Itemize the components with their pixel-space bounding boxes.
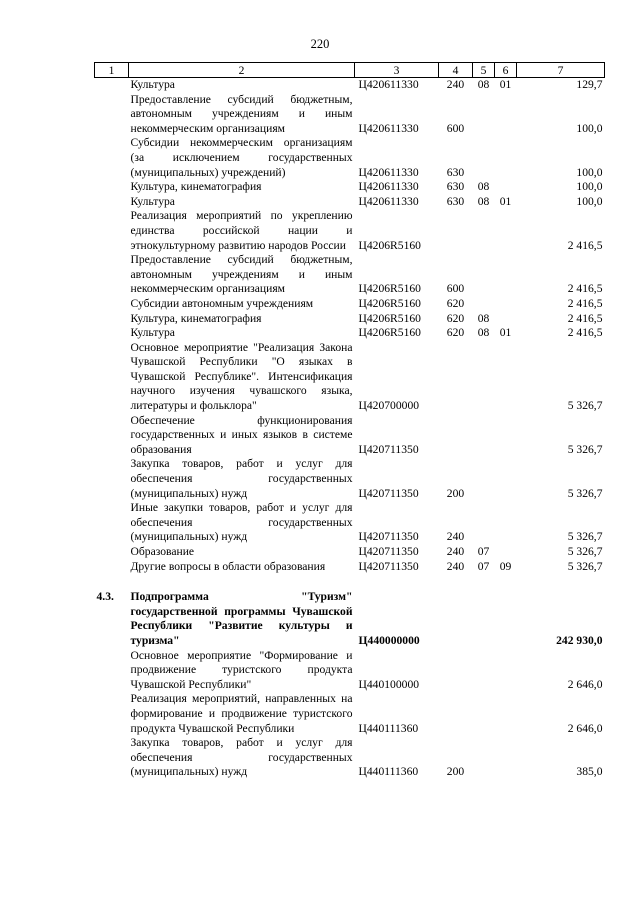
row-code: Ц420711350 [358,559,419,573]
row-expense-type: 240 [446,559,465,573]
row-subsection [495,414,517,458]
row-amount: 100,0 [576,180,603,194]
row-subsection [495,297,517,312]
row-name: Субсидии автономным учреждениям [130,296,314,310]
row-subsection [495,253,517,297]
row-expense-type: 620 [446,311,465,325]
row-number [95,195,129,210]
row-section: 08 [477,78,490,91]
row-name: Иные закупки товаров, работ и услуг для обеспечения государственных (муниципальных) нужд [130,501,353,544]
row-name: Другие вопросы в области образования [130,559,326,573]
row-expense-type: 630 [446,194,465,208]
row-section: 08 [477,326,490,340]
row-section: 08 [477,311,490,325]
row-number [95,312,129,327]
row-expense-type: 200 [446,765,465,779]
row-name: Реализация мероприятий, направленных на формирование и продвижение туристского продукта Чувашской Республики [130,692,353,735]
row-name: Образование [130,545,195,558]
table-row [95,649,605,693]
row-number: 4.3. [96,590,114,604]
row-subsection [495,590,517,648]
row-number [95,297,129,312]
row-code: Ц440111360 [358,765,419,779]
row-section: 07 [477,559,490,573]
column-header: 5 [473,63,495,78]
row-amount: 2 416,5 [567,238,603,252]
page-number: 220 [310,37,330,51]
row-name: Культура, кинематография [130,311,262,325]
row-subsection [495,209,517,253]
row-number [95,501,129,545]
row-amount: 5 326,7 [567,486,603,500]
row-subsection [495,649,517,693]
row-expense-type [439,590,473,648]
row-number [95,414,129,458]
table-row [95,457,605,501]
row-expense-type: 600 [446,121,465,135]
row-subsection: 09 [499,559,512,573]
row-number [95,93,129,137]
row-name: Предоставление субсидий бюджетным, автономным учреждениям и иным некоммерческим организациям [130,253,353,296]
row-expense-type: 240 [446,545,465,558]
row-name: Предоставление субсидий бюджетным, автономным учреждениям и иным некоммерческим организациям [130,92,353,135]
table-row [95,560,605,575]
table-row [95,180,605,195]
table-row [95,692,605,736]
budget-table [94,62,605,780]
row-section: 07 [477,545,490,558]
row-code: Ц440111360 [358,721,419,735]
row-code: Ц420611330 [358,180,419,194]
row-section: 08 [477,194,490,208]
section-spacer [95,574,605,590]
row-name: Реализация мероприятий по укреплению единства российской нации и этнокультурному развитию народов России [130,209,353,252]
row-subsection [495,457,517,501]
table-row [95,297,605,312]
row-section [473,297,495,312]
row-amount: 2 416,5 [567,326,603,340]
row-section [473,590,495,648]
row-expense-type [439,414,473,458]
table-row [95,590,605,648]
row-code: Ц4206R5160 [358,296,421,310]
row-name: Обеспечение функционирования государственных и иных языков в системе образования [130,413,353,456]
row-number [95,736,129,780]
row-amount: 5 326,7 [567,559,603,573]
row-name: Культура [130,326,175,340]
row-subsection: 01 [499,194,512,208]
row-code: Ц440100000 [358,677,420,691]
row-amount: 5 326,7 [567,530,603,544]
row-section [473,457,495,501]
row-code: Ц420711350 [358,442,419,456]
row-section: 08 [477,180,490,194]
row-code: Ц420711350 [358,486,419,500]
row-amount: 5 326,7 [567,399,603,413]
row-section [473,93,495,137]
row-amount: 2 416,5 [567,311,603,325]
row-expense-type: 620 [446,326,465,340]
column-header: 1 [95,63,129,78]
column-header: 2 [129,63,355,78]
row-number [95,136,129,180]
row-name: Субсидии некоммерческим организациям (за исключением государственных (муниципальных) учреждений) [130,136,353,179]
row-subsection [495,312,517,327]
table-row [95,545,605,560]
row-number [95,457,129,501]
row-amount: 2 416,5 [567,296,603,310]
row-expense-type: 200 [446,486,465,500]
row-section [473,414,495,458]
row-subsection [495,180,517,195]
row-name: Подпрограмма "Туризм" государственной программы Чувашской Республики "Развитие культуры и туризма" [130,590,353,647]
table-row [95,341,605,414]
row-amount: 2 646,0 [567,721,603,735]
row-subsection [495,545,517,560]
row-number [95,78,129,93]
table-row [95,195,605,210]
row-subsection [495,93,517,137]
column-header: 7 [517,63,605,78]
column-header: 6 [495,63,517,78]
column-header: 4 [439,63,473,78]
row-code: Ц4206R5160 [358,238,421,252]
row-amount: 5 326,7 [567,442,603,456]
row-amount: 2 646,0 [567,677,603,691]
row-name: Основное мероприятие "Формирование и продвижение туристского продукта Чувашской Республики" [130,648,353,691]
row-subsection: 01 [499,78,512,91]
row-name: Основное мероприятие "Реализация Закона Чувашской Республики "О языках в Чувашской Республике". Интенсификация научного изучения чувашского языка, литературы и фольклора" [130,340,353,413]
row-expense-type [439,341,473,414]
column-header: 3 [355,63,439,78]
row-code: Ц420611330 [358,78,419,91]
table-row [95,326,605,341]
row-section [473,736,495,780]
table-row [95,414,605,458]
row-amount: 129,7 [576,78,603,91]
row-expense-type [439,649,473,693]
row-expense-type [439,692,473,736]
row-expense-type: 620 [446,296,465,310]
row-subsection: 01 [499,326,512,340]
row-number [95,341,129,414]
row-number [95,545,129,560]
row-expense-type: 240 [446,530,465,544]
row-subsection [495,692,517,736]
row-amount: 385,0 [576,765,603,779]
row-section [473,649,495,693]
row-amount: 100,0 [576,194,603,208]
row-expense-type: 240 [446,78,465,91]
row-subsection [495,136,517,180]
row-code: Ц420711350 [358,545,419,558]
table-row [95,253,605,297]
table-row [95,501,605,545]
row-name: Закупка товаров, работ и услуг для обеспечения государственных (муниципальных) нужд [130,457,353,500]
table-body [95,78,605,780]
row-section [473,341,495,414]
row-code: Ц420700000 [358,399,420,413]
table-row [95,136,605,180]
row-amount: 5 326,7 [567,545,603,558]
table-row [95,78,605,93]
row-number [95,326,129,341]
row-section [473,209,495,253]
row-number [95,649,129,693]
table-row [95,312,605,327]
row-expense-type: 630 [446,180,465,194]
row-number [95,180,129,195]
row-code: Ц440000000 [358,633,420,647]
row-expense-type: 600 [446,282,465,296]
row-subsection [495,501,517,545]
row-amount: 2 416,5 [567,282,603,296]
row-name: Культура, кинематография [130,180,262,194]
table-header-row [95,63,605,78]
table-row [95,209,605,253]
row-amount: 100,0 [576,121,603,135]
row-code: Ц4206R5160 [358,311,421,325]
row-expense-type [439,209,473,253]
row-code: Ц420611330 [358,121,419,135]
row-section [473,501,495,545]
row-section [473,692,495,736]
row-number [95,209,129,253]
row-name: Культура [130,78,175,91]
row-number [95,560,129,575]
row-section [473,253,495,297]
row-section [473,136,495,180]
row-code: Ц420611330 [358,194,419,208]
table-row [95,736,605,780]
row-code: Ц4206R5160 [358,282,421,296]
row-code: Ц420611330 [358,165,419,179]
row-code: Ц4206R5160 [358,326,421,340]
row-number [95,253,129,297]
row-name: Закупка товаров, работ и услуг для обеспечения государственных (муниципальных) нужд [130,736,353,779]
row-subsection [495,736,517,780]
row-expense-type: 630 [446,165,465,179]
row-number [95,692,129,736]
row-name: Культура [130,194,175,208]
table-row [95,93,605,137]
row-subsection [495,341,517,414]
row-amount: 242 930,0 [556,633,603,647]
row-code: Ц420711350 [358,530,419,544]
row-amount: 100,0 [576,165,603,179]
